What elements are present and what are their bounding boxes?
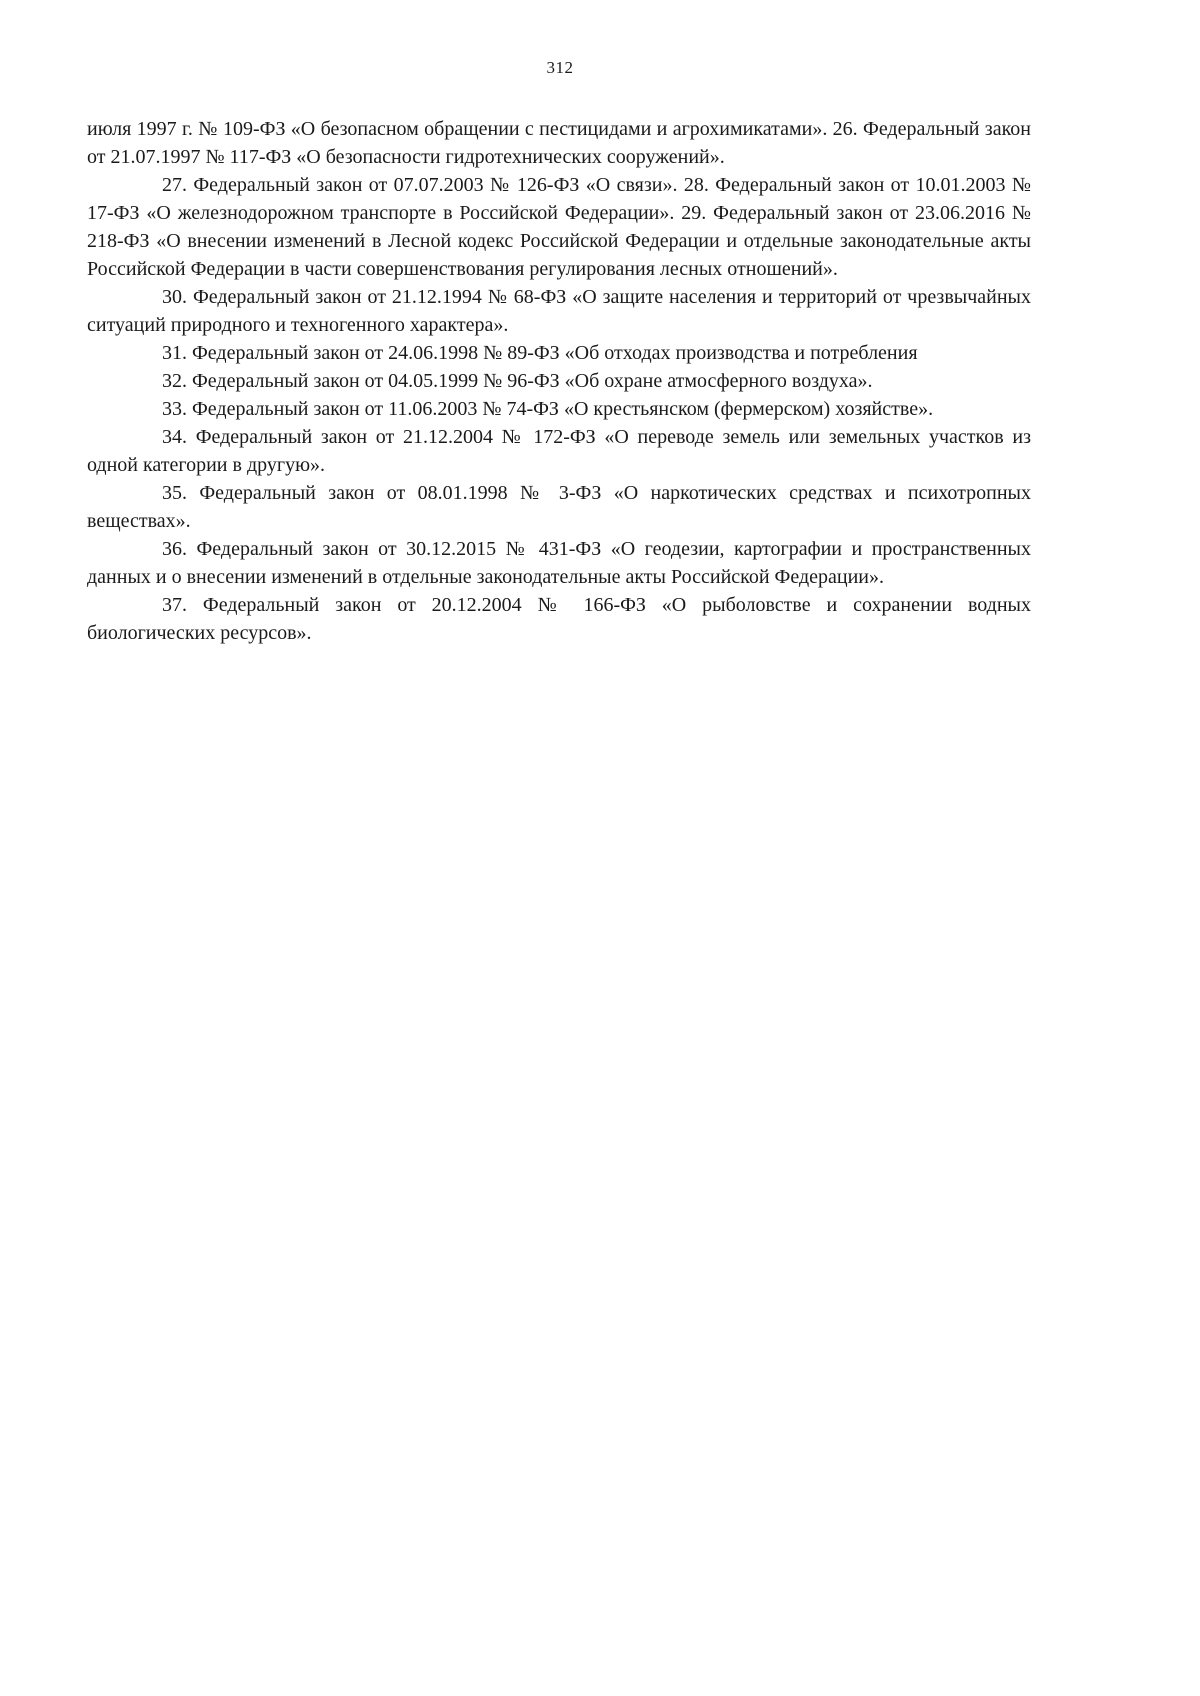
paragraph-item-36: 36. Федеральный закон от 30.12.2015 № 431-ФЗ «О геодезии, картографии и пространственных данных и о внесении изменений в отдельные законодательные акты Российской Федерации».: [87, 538, 1031, 588]
paragraph-item-30: 30. Федеральный закон от 21.12.1994 № 68-ФЗ «О защите населения и территорий от чрезвычайных ситуаций природного и техногенного характера».: [87, 286, 1031, 336]
document-body: [87, 115, 1031, 647]
paragraph-item-35: 35. Федеральный закон от 08.01.1998 № 3-ФЗ «О наркотических средствах и психотропных веществах».: [87, 482, 1031, 532]
paragraph-item-37: 37. Федеральный закон от 20.12.2004 № 166-ФЗ «О рыболовстве и сохранении водных биологических ресурсов».: [87, 594, 1031, 644]
paragraph-item-33: 33. Федеральный закон от 11.06.2003 № 74-ФЗ «О крестьянском (фермерском) хозяйстве».: [162, 398, 934, 420]
paragraph-item-34: 34. Федеральный закон от 21.12.2004 № 172-ФЗ «О переводе земель или земельных участков из одной категории в другую».: [87, 426, 1031, 476]
paragraph-continuation: июля 1997 г. № 109-ФЗ «О безопасном обращении с пестицидами и агрохимикатами». 26. Федеральный закон от 21.07.1997 № 117-ФЗ «О безопасности гидротехнических сооружений».: [87, 118, 1031, 168]
paragraph-item-31: 31. Федеральный закон от 24.06.1998 № 89-ФЗ «Об отходах производства и потребления: [162, 342, 918, 364]
paragraph-item-32: 32. Федеральный закон от 04.05.1999 № 96-ФЗ «Об охране атмосферного воздуха».: [162, 370, 873, 392]
page-number: 312: [546, 58, 574, 77]
paragraph-item-27-29: 27. Федеральный закон от 07.07.2003 № 126-ФЗ «О связи». 28. Федеральный закон от 10.01.2003 № 17-ФЗ «О железнодорожном транспорте в Российской Федерации». 29. Федеральный закон от 23.06.2016 № 218-ФЗ «О внесении изменений в Лесной кодекс Российской Федерации и отдельные законодательные акты Российской Федерации в части совершенствования регулирования лесных отношений».: [87, 174, 1031, 280]
